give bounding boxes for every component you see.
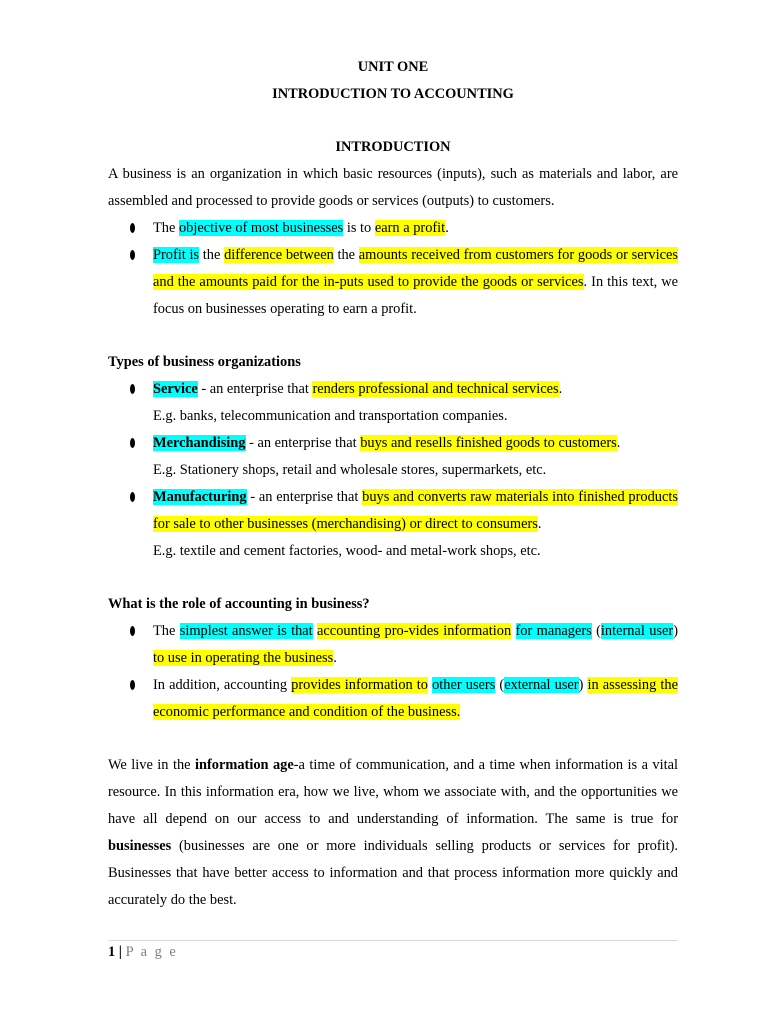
term-manufacturing: Manufacturing (153, 489, 247, 505)
merchandising-example: E.g. Stationery shops, retail and wholesale stores, supermarkets, etc. (153, 462, 547, 478)
list-item: The objective of most businesses is to earn a profit. (108, 215, 678, 242)
intro-paragraph: A business is an organization in which basic resources (inputs), such as materials and labor, are assembled and processed to provide goods or services (outputs) to customers. (108, 166, 678, 209)
bullet-icon (130, 626, 135, 636)
bullet-icon (130, 250, 135, 260)
highlight-yellow: provides information to (291, 677, 428, 693)
highlight-yellow: amounts received from customers for goods or services and the amounts paid for the in-puts used to provide the goods or services (153, 247, 678, 290)
list-item: Manufacturing - an enterprise that buys and converts raw materials into finished products for sale to other businesses (merchandising) or direct to consumers. (108, 484, 678, 538)
highlight-yellow: accounting pro-vides information (317, 623, 512, 639)
page-content (108, 54, 678, 914)
highlight-cyan: internal user (600, 623, 674, 639)
highlight-yellow: to use in operating the business (153, 650, 334, 666)
highlight-cyan: objective of most businesses (178, 220, 344, 236)
list-item: In addition, accounting provides information to other users (external user) in assessing the economic performance and condition of the business. (108, 672, 678, 726)
highlight-yellow: buys and resells finished goods to customers (360, 435, 617, 451)
service-example: E.g. banks, telecommunication and transportation companies. (153, 408, 508, 424)
highlight-yellow: in assessing the economic performance and condition of the business. (153, 677, 678, 720)
footer-separator: | (115, 944, 126, 960)
document-title: INTRODUCTION TO ACCOUNTING (272, 86, 514, 102)
bullet-icon (130, 384, 135, 394)
term-service: Service (153, 381, 198, 397)
bullet-icon (130, 680, 135, 690)
highlight-yellow: renders professional and technical services (312, 381, 559, 397)
highlight-cyan: other users (432, 677, 496, 693)
highlight-cyan: for managers (515, 623, 592, 639)
highlight-yellow: earn a profit (374, 220, 446, 236)
bullet-icon (130, 492, 135, 502)
page-number: 1 (108, 944, 116, 960)
highlight-yellow: difference between (224, 247, 334, 263)
role-bullet-list (108, 618, 678, 726)
list-item: The simplest answer is that accounting pro-vides information for managers (internal user) to use in operating the business. (108, 618, 678, 672)
manufacturing-example: E.g. textile and cement factories, wood- and metal-work shops, etc. (153, 543, 541, 559)
highlight-cyan: Profit is (153, 247, 200, 263)
page-footer (108, 940, 678, 963)
page-label: P a g e (125, 944, 178, 960)
section-heading: INTRODUCTION (335, 139, 451, 155)
role-heading: What is the role of accounting in business? (108, 596, 370, 612)
highlight-cyan: external user (504, 677, 579, 693)
types-heading: Types of business organizations (108, 354, 301, 370)
types-bullet-list (108, 376, 678, 403)
bullet-icon (130, 438, 135, 448)
highlight-yellow: buys and converts raw materials into finished products for sale to other businesses (merchandising) or direct to consumers (153, 489, 678, 532)
unit-label: UNIT ONE (357, 59, 429, 75)
term-businesses: businesses (108, 838, 172, 854)
list-item: Profit is the difference between the amounts received from customers for goods or services and the amounts paid for the in-puts used to provide the goods or services. In this text, we focus on businesses operating to earn a profit. (108, 242, 678, 323)
highlight-cyan: simplest answer is that (179, 623, 313, 639)
term-merchandising: Merchandising (153, 435, 246, 451)
list-item: Merchandising - an enterprise that buys and resells finished goods to customers. (108, 430, 678, 457)
bullet-icon (130, 223, 135, 233)
closing-paragraph: We live in the information age-a time of communication, and a time when information is a vital resource. In this information era, how we live, whom we associate with, and the opportunities we have all depend on our access to and understanding of information. The same is true for businesses (businesses are one or more individuals selling products or services for profit). Businesses that have better access to information and that process information more quickly and accurately do the best. (108, 757, 678, 908)
term-information-age: information age (194, 757, 294, 773)
intro-bullet-list (108, 215, 678, 323)
list-item: Service - an enterprise that renders professional and technical services. (108, 376, 678, 403)
